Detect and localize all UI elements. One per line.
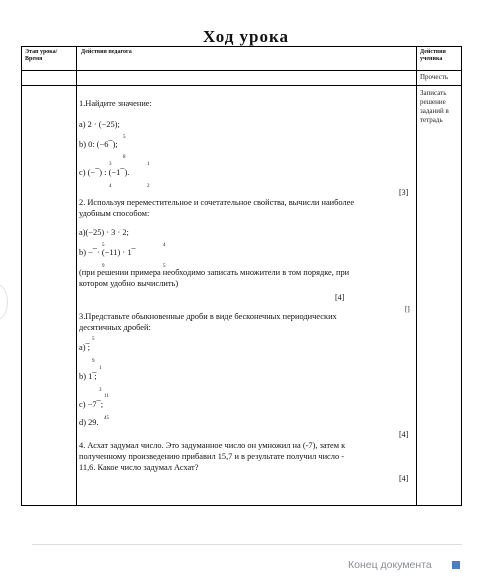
square-icon — [452, 561, 460, 569]
task1-a: a) 2 · (−25); — [79, 120, 120, 129]
task2-a: a)(−25) · 3 · 2; — [79, 228, 129, 237]
task3-d: d) 29. — [79, 418, 99, 427]
fraction-denominator: 2 — [147, 184, 150, 189]
header-teacher: Действия педагога — [81, 49, 132, 55]
task2-line1: 2. Используя переместительное и сочетательное свойства, вычисли наиболее — [79, 198, 355, 207]
task1-mark: [3] — [399, 188, 409, 197]
task4-line3: 11,6. Какое число задумал Асхат? — [79, 463, 199, 472]
fraction-numerator: 4 — [163, 243, 166, 248]
task1-c: c) (− ̅ ) : (−1 ̅ ). — [79, 168, 130, 177]
task3-c: c) −7 ̅ ; — [79, 400, 104, 409]
page-title: Ход урока — [202, 27, 290, 46]
header-student: Действия ученика — [420, 49, 446, 62]
fraction-numerator: 3 — [109, 162, 112, 167]
fraction-numerator: 5 — [123, 135, 126, 140]
task2-note1: (при решении примера необходимо записать множители в том порядке, при — [79, 268, 350, 277]
footer-divider — [32, 544, 462, 545]
task2-line2: удобным способом: — [79, 209, 150, 218]
header-stage: Этап урока/Время — [25, 49, 58, 62]
fraction-denominator: 8 — [123, 155, 126, 160]
task1-heading: 1.Найдите значение: — [79, 99, 152, 108]
task3-line1: 3.Представьте обыкновенные дроби в виде бесконечных периодических — [79, 312, 337, 321]
fraction-denominator: 9 — [102, 264, 105, 269]
fraction-denominator: 9 — [92, 359, 95, 364]
task3-mark: [4] — [399, 430, 409, 439]
fraction-numerator: 1 — [99, 366, 102, 371]
fraction-denominator: 3 — [99, 388, 102, 393]
scroll-handle[interactable] — [0, 284, 8, 320]
task3-b: b) 1 ̅; — [79, 372, 97, 381]
task4-line1: 4. Асхат задумал число. Это задуманное число он умножил на (-7), затем к — [79, 441, 346, 450]
row-divider — [22, 70, 461, 71]
task4-mark: [4] — [399, 474, 409, 483]
end-of-document-label: Конец документа — [348, 559, 432, 571]
column-divider — [76, 47, 77, 505]
fraction-numerator: 11 — [104, 394, 109, 399]
fraction-numerator: 5 — [102, 243, 105, 248]
student-action-write: Записать решение заданий в тетрадь — [420, 89, 449, 124]
task2-b: b) − ̅ · (−11) · 1 ̅ — [79, 248, 134, 257]
task4-line2: полученному произведению прибавил 15,7 и в результате получил число - — [79, 452, 345, 461]
lesson-table — [21, 46, 462, 506]
task2-note2: котором удобно вычислить) — [79, 279, 179, 288]
student-action-read: Прочесть — [420, 73, 449, 81]
fraction-denominator: 45 — [104, 416, 109, 421]
fraction-denominator: 5 — [163, 264, 166, 269]
fraction-numerator: 5 — [92, 337, 95, 342]
task1-b: b) 0: (−6 ̅ ); — [79, 140, 118, 149]
bracket-icon: [] — [405, 305, 410, 313]
task3-line2: десятичных дробей: — [79, 323, 151, 332]
task3-a: a) ̅; — [79, 343, 90, 352]
fraction-denominator: 4 — [109, 184, 112, 189]
fraction-numerator: 1 — [147, 162, 150, 167]
column-divider — [416, 47, 417, 505]
task2-mark: [4] — [335, 293, 345, 302]
row-divider — [22, 85, 461, 86]
